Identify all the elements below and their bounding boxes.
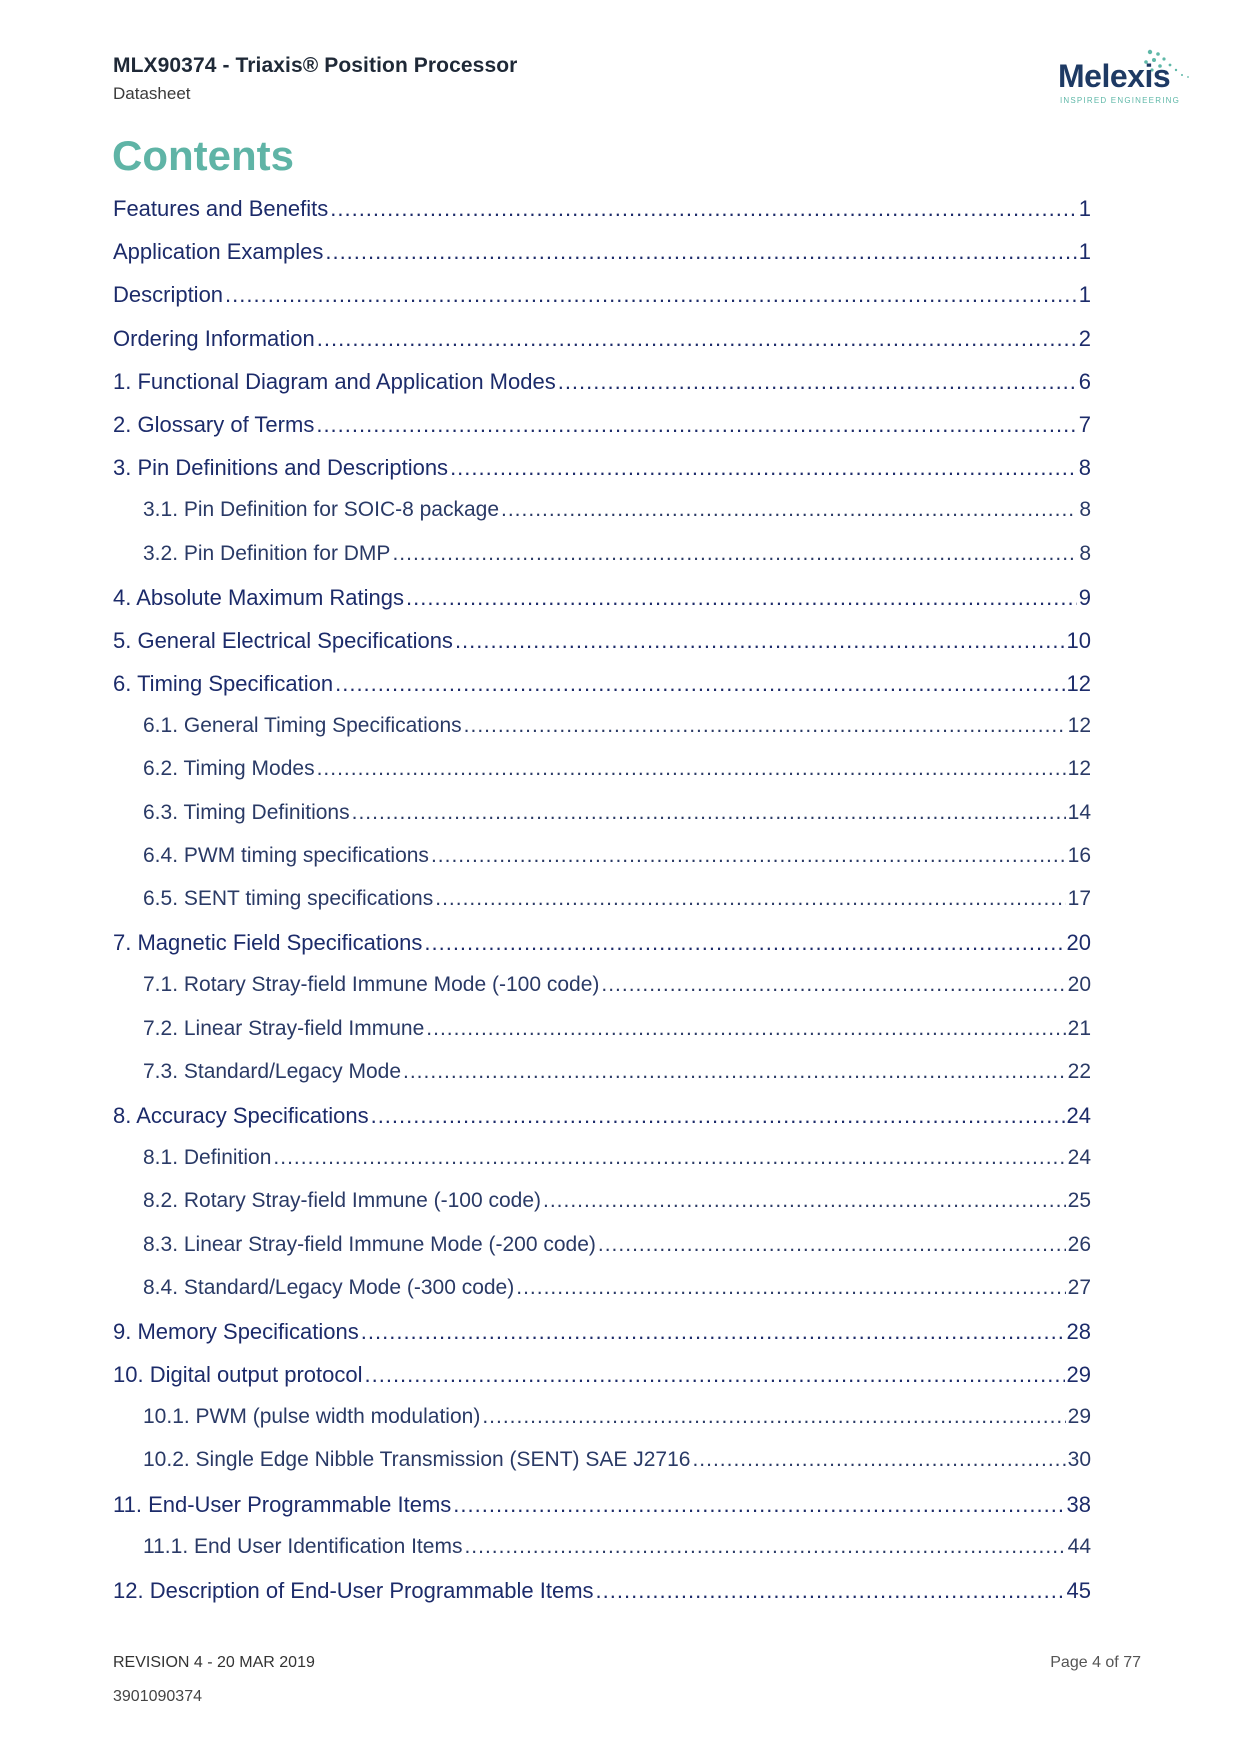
toc-entry-page[interactable]: 17: [1067, 887, 1091, 910]
toc-dot-leader: [431, 844, 1066, 868]
toc-dot-leader: [371, 1103, 1065, 1129]
toc-entry-title[interactable]: 6. Timing Specification: [113, 671, 334, 697]
toc-dot-leader: [482, 1405, 1065, 1429]
toc-entry-page[interactable]: 22: [1067, 1059, 1091, 1083]
toc-entry[interactable]: [113, 196, 1091, 239]
toc-entry-page[interactable]: 9: [1078, 584, 1091, 610]
toc-entry[interactable]: [113, 628, 1091, 671]
melexis-logo: [1058, 48, 1198, 110]
toc-entry[interactable]: [113, 585, 1091, 628]
contents-heading: Contents: [112, 132, 294, 179]
toc-dot-leader: [601, 973, 1065, 997]
page-number: Page 4 of 77: [1050, 1654, 1141, 1671]
toc-entry[interactable]: [113, 1060, 1091, 1103]
toc-dot-leader: [225, 282, 1077, 308]
toc-entry-page[interactable]: 14: [1067, 800, 1091, 824]
toc-entry-title[interactable]: 1. Functional Diagram and Application Modes: [113, 368, 556, 394]
toc-entry-title[interactable]: 12. Description of End-User Programmable Items: [113, 1578, 594, 1603]
toc-entry-title[interactable]: 10.2. Single Edge Nibble Transmission (SENT) SAE J2716: [143, 1448, 691, 1472]
toc-entry[interactable]: [113, 1578, 1091, 1621]
toc-entry-title[interactable]: Application Examples: [113, 239, 324, 265]
toc-entry-page[interactable]: 7: [1078, 411, 1091, 437]
toc-dot-leader: [424, 930, 1064, 956]
toc-entry[interactable]: [113, 1319, 1091, 1362]
document-header: [113, 54, 517, 104]
toc-dot-leader: [596, 1578, 1065, 1604]
toc-entry-title[interactable]: Features and Benefits: [113, 196, 329, 221]
toc-dot-leader: [361, 1319, 1065, 1345]
toc-dot-leader: [543, 1189, 1066, 1213]
toc-entry-title[interactable]: 11.1. End User Identification Items: [143, 1534, 463, 1558]
document-title: MLX90374 - Triaxis® Position Processor: [113, 54, 518, 77]
toc-entry-page[interactable]: 16: [1067, 843, 1091, 867]
toc-entry-title[interactable]: 6.2. Timing Modes: [143, 757, 315, 781]
toc-entry[interactable]: [113, 757, 1091, 800]
table-of-contents: [113, 196, 1091, 1621]
toc-dot-leader: [335, 671, 1064, 697]
toc-entry[interactable]: [113, 1535, 1091, 1578]
toc-entry-page[interactable]: 8: [1078, 455, 1091, 481]
toc-entry-title[interactable]: 6.1. General Timing Specifications: [143, 714, 462, 738]
toc-entry[interactable]: [113, 714, 1091, 757]
toc-dot-leader: [406, 585, 1077, 611]
toc-entry[interactable]: [113, 1103, 1091, 1146]
toc-dot-leader: [558, 369, 1077, 395]
toc-entry[interactable]: [113, 455, 1091, 498]
toc-entry[interactable]: [113, 973, 1091, 1016]
toc-entry-page[interactable]: 12: [1066, 671, 1091, 697]
toc-entry-page[interactable]: 30: [1067, 1448, 1091, 1472]
toc-entry[interactable]: [113, 930, 1091, 973]
toc-dot-leader: [392, 542, 1077, 566]
toc-entry-page[interactable]: 26: [1067, 1232, 1091, 1256]
toc-entry[interactable]: [113, 1448, 1091, 1491]
toc-dot-leader: [501, 498, 1077, 522]
toc-entry-page[interactable]: 1: [1078, 239, 1091, 265]
toc-entry[interactable]: [113, 887, 1091, 930]
toc-entry-page[interactable]: 29: [1066, 1362, 1091, 1388]
toc-entry-title[interactable]: 8.3. Linear Stray-field Immune Mode (-200 code): [143, 1232, 596, 1256]
toc-entry-title[interactable]: 7. Magnetic Field Specifications: [113, 930, 423, 956]
toc-entry-page[interactable]: 8: [1079, 541, 1091, 565]
toc-entry-title[interactable]: 8. Accuracy Specifications: [113, 1102, 369, 1128]
toc-entry-page[interactable]: 1: [1078, 282, 1091, 308]
toc-entry[interactable]: [113, 1362, 1091, 1405]
toc-entry[interactable]: [113, 1233, 1091, 1276]
toc-entry-page[interactable]: 28: [1066, 1318, 1091, 1344]
toc-entry[interactable]: [113, 1017, 1091, 1060]
toc-entry-page[interactable]: 24: [1067, 1146, 1091, 1170]
toc-dot-leader: [365, 1362, 1065, 1388]
toc-entry[interactable]: [113, 1146, 1091, 1189]
toc-entry-title[interactable]: 6.3. Timing Definitions: [143, 800, 350, 824]
toc-entry-title[interactable]: 4. Absolute Maximum Ratings: [113, 584, 405, 610]
toc-dot-leader: [598, 1233, 1066, 1257]
toc-entry[interactable]: [113, 1276, 1091, 1319]
toc-dot-leader: [464, 1535, 1065, 1559]
toc-entry-page[interactable]: 8: [1079, 498, 1091, 522]
toc-entry[interactable]: [113, 671, 1091, 714]
document-subtitle: Datasheet: [113, 84, 191, 103]
logo-wordmark: Melexis: [1058, 58, 1171, 94]
toc-entry[interactable]: [113, 412, 1091, 455]
toc-dot-leader: [325, 239, 1076, 265]
toc-entry-page[interactable]: 6: [1078, 368, 1091, 394]
toc-entry-page[interactable]: 24: [1066, 1102, 1091, 1128]
toc-entry[interactable]: [113, 326, 1091, 369]
toc-dot-leader: [330, 196, 1077, 222]
toc-entry-page[interactable]: 38: [1066, 1491, 1091, 1517]
toc-entry-title[interactable]: 6.4. PWM timing specifications: [143, 843, 429, 867]
toc-entry-title[interactable]: 8.1. Definition: [143, 1146, 272, 1170]
toc-entry-title[interactable]: 5. General Electrical Specifications: [113, 627, 453, 653]
toc-entry-page[interactable]: 21: [1067, 1016, 1091, 1040]
toc-entry[interactable]: [113, 282, 1091, 325]
toc-entry-page[interactable]: 20: [1066, 930, 1091, 956]
toc-entry[interactable]: [113, 801, 1091, 844]
toc-entry-title[interactable]: 8.4. Standard/Legacy Mode (-300 code): [143, 1275, 515, 1299]
toc-dot-leader: [692, 1448, 1065, 1472]
toc-dot-leader: [455, 628, 1065, 654]
toc-entry[interactable]: [113, 542, 1091, 585]
toc-entry-title[interactable]: 10. Digital output protocol: [113, 1362, 363, 1388]
toc-entry-title[interactable]: 7.2. Linear Stray-field Immune: [143, 1016, 425, 1040]
toc-entry-page[interactable]: 45: [1066, 1578, 1091, 1603]
toc-entry[interactable]: [113, 1405, 1091, 1448]
toc-dot-leader: [435, 887, 1065, 911]
revision-label: REVISION 4 - 20 MAR 2019: [113, 1654, 315, 1671]
toc-entry-title[interactable]: 7.3. Standard/Legacy Mode: [143, 1059, 402, 1083]
toc-dot-leader: [352, 801, 1066, 825]
toc-entry-page[interactable]: 29: [1067, 1405, 1091, 1429]
toc-entry-title[interactable]: 6.5. SENT timing specifications: [143, 887, 434, 910]
toc-entry-title[interactable]: 3.2. Pin Definition for DMP: [143, 541, 391, 565]
toc-entry-title[interactable]: 7.1. Rotary Stray-field Immune Mode (-100 code): [143, 973, 600, 997]
toc-dot-leader: [273, 1146, 1065, 1170]
toc-entry[interactable]: [113, 1492, 1091, 1535]
toc-entry-page[interactable]: 25: [1067, 1189, 1091, 1213]
toc-dot-leader: [317, 326, 1077, 352]
toc-entry[interactable]: [113, 239, 1091, 282]
toc-dot-leader: [516, 1276, 1065, 1300]
toc-dot-leader: [316, 412, 1076, 438]
toc-entry-title[interactable]: 2. Glossary of Terms: [113, 411, 315, 437]
toc-entry[interactable]: [113, 369, 1091, 412]
toc-dot-leader: [464, 714, 1066, 738]
toc-entry-title[interactable]: 9. Memory Specifications: [113, 1318, 359, 1344]
toc-entry-title[interactable]: 11. End-User Programmable Items: [113, 1491, 452, 1517]
toc-dot-leader: [453, 1492, 1064, 1518]
logo-tagline: INSPIRED ENGINEERING: [1060, 96, 1181, 105]
toc-entry-title[interactable]: Ordering Information: [113, 325, 315, 351]
toc-dot-leader: [426, 1017, 1065, 1041]
toc-entry-page[interactable]: 20: [1067, 973, 1091, 997]
toc-dot-leader: [403, 1060, 1066, 1084]
toc-entry-page[interactable]: 12: [1067, 714, 1091, 738]
toc-entry-page[interactable]: 10: [1066, 627, 1091, 653]
toc-entry-title[interactable]: 8.2. Rotary Stray-field Immune (-100 code): [143, 1189, 541, 1213]
toc-entry[interactable]: [113, 844, 1091, 887]
toc-dot-leader: [450, 455, 1077, 481]
toc-entry-page[interactable]: 12: [1067, 757, 1091, 781]
toc-entry-page[interactable]: 44: [1067, 1534, 1091, 1558]
toc-entry-title[interactable]: 10.1. PWM (pulse width modulation): [143, 1405, 481, 1429]
document-code: 3901090374: [113, 1688, 202, 1705]
toc-entry-title[interactable]: 3. Pin Definitions and Descriptions: [113, 455, 449, 481]
toc-entry[interactable]: [113, 1189, 1091, 1232]
toc-entry-page[interactable]: 2: [1078, 325, 1091, 351]
toc-dot-leader: [317, 757, 1066, 781]
toc-entry[interactable]: [113, 498, 1091, 541]
toc-entry-page[interactable]: 27: [1067, 1275, 1091, 1299]
toc-entry-page[interactable]: 1: [1078, 196, 1091, 221]
toc-entry-title[interactable]: Description: [113, 282, 224, 308]
toc-entry-title[interactable]: 3.1. Pin Definition for SOIC-8 package: [143, 498, 500, 522]
